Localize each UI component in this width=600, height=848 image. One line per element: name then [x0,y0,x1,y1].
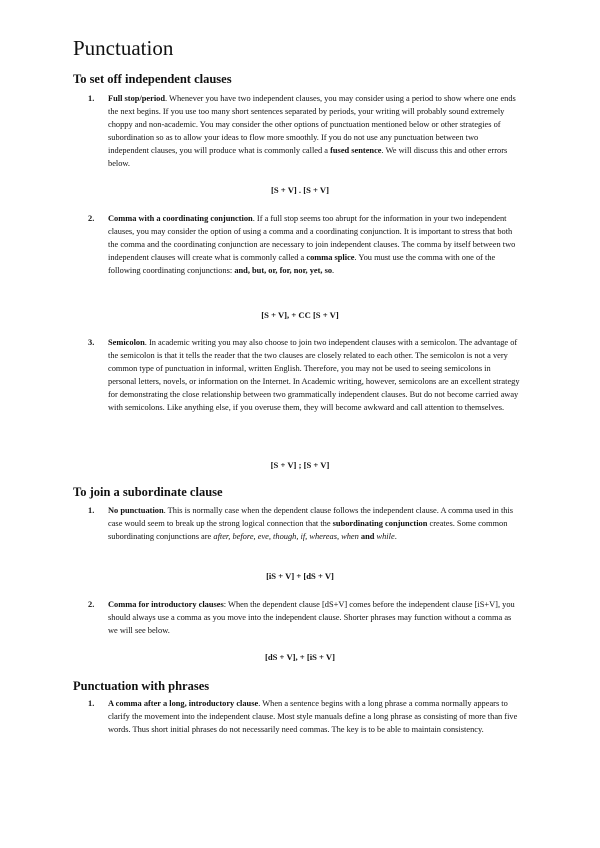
item-body [108,697,520,736]
item-text: : When the dependent clause [dS+V] comes before the independent clause [iS+V], you should always use a comma as you move into the independent clause. Shorter phrases may function without a comma as we will see below. [108,600,515,636]
item-term: Comma with a coordinating conjunction [108,214,253,223]
formula-no-punctuation: [iS + V] + [dS + V] [266,571,334,581]
list-item-semicolon [88,336,520,415]
formula-semicolon: [S + V] ; [S + V] [270,460,330,470]
item-text: . If a full stop seems too abrupt for the information in your two independent clauses, you may consider the option of using a comma and a coordinating conjunction. It is important to stress that both the comma and the coordinating conjunction are necessary to join independent clauses. The comma by itself between two independent clauses will create what is commonly called a [108,214,516,263]
item-text: . This is normally case when the dependent clause follows the independent clause. A comma used in this case would seem to break up the strong logical connection that the [108,506,514,529]
item-text: . We will discuss this and other errors below. [108,146,508,169]
section-heading-phrases: Punctuation with phrases [73,679,210,693]
and-word: and [360,532,375,542]
item-term: A comma after a long, introductory clause [108,699,259,708]
section-heading-independent-clauses: To set off independent clauses [73,72,232,86]
list-item-introductory-clauses [88,598,520,637]
item-text: . In academic writing you may also choose to join two independent clauses with a semicolon. The advantage of the semicolon is that it tells the reader that the two clauses are closely related to each other. The semicolon is not a very common type of punctuation in informal, written English. Therefore, you may not be used to seeing semicolons in personal letters, novels, or information on the Internet. In Academic writing, however, semicolons are an excellent strategy for demonstrating the close relationship between two grammatically independent clauses. But do not become carried away with semicolons. Like anything else, if you overuse them, they will become awkward and call attention to themselves. [108,338,520,413]
item-number: 1. [88,94,95,103]
item-number: 2. [88,214,95,223]
item-term-inline: fused sentence [330,146,382,156]
formula-introductory-clauses: [dS + V], + [iS + V] [264,652,335,662]
section-heading-subordinate-clause: To join a subordinate clause [73,485,223,499]
item-body [108,598,520,637]
item-term-inline: comma splice [306,253,355,263]
page-title: Punctuation [73,36,174,60]
list-item-comma-conjunction [88,212,520,277]
item-term: Semicolon [108,338,145,347]
item-number: 3. [88,338,95,347]
item-text: . [394,532,397,542]
item-number: 1. [88,699,95,708]
item-term: Comma for introductory clauses [108,600,224,609]
item-term-inline: subordinating conjunction [332,519,428,529]
item-number: 1. [88,506,95,515]
item-body [108,212,520,277]
item-body [108,92,520,171]
list-item-long-introductory [88,697,520,736]
item-term: No punctuation [108,506,164,515]
conjunction-list: after, before, eve, though, if, whereas, when [213,532,359,542]
conjunction-list: and, but, or, for, nor, yet, so [234,266,333,276]
item-text: . [332,266,335,276]
item-number: 2. [88,600,95,609]
list-item-no-punctuation [88,504,520,543]
item-term: Full stop/period [108,94,166,103]
list-item-full-stop [88,92,520,171]
item-text: . When a sentence begins with a long phrase a comma normally appears to clarify the movement into the independent clause. Most style manuals define a long phrase as consisting of more than five words. Thus short initial phrases do not necessarily need commas. The key is to be able to maintain consistency. [108,699,518,735]
item-text: . Whenever you have two independent clauses, you may consider using a period to show where one ends the next begins. If you use too many short sentences separated by periods, your writing will probably sound extremely choppy and non-academic. You may consider the other options of punctuation mentioned below or other strategies of subordination so as to allow your ideas to flow more smoothly. If you do not use any punctuation between two independent clauses, you will produce what is commonly called a [108,94,516,156]
conjunction-last: while [376,532,395,542]
item-text: creates. Some common subordinating conjunctions are [108,519,508,542]
formula-full-stop: [S + V] . [S + V] [271,185,329,195]
formula-comma-conjunction: [S + V], + CC [S + V] [261,310,339,320]
item-body [108,504,520,543]
item-body [108,336,520,415]
item-text: . You must use the comma with one of the following coordinating conjunctions: [108,253,496,276]
